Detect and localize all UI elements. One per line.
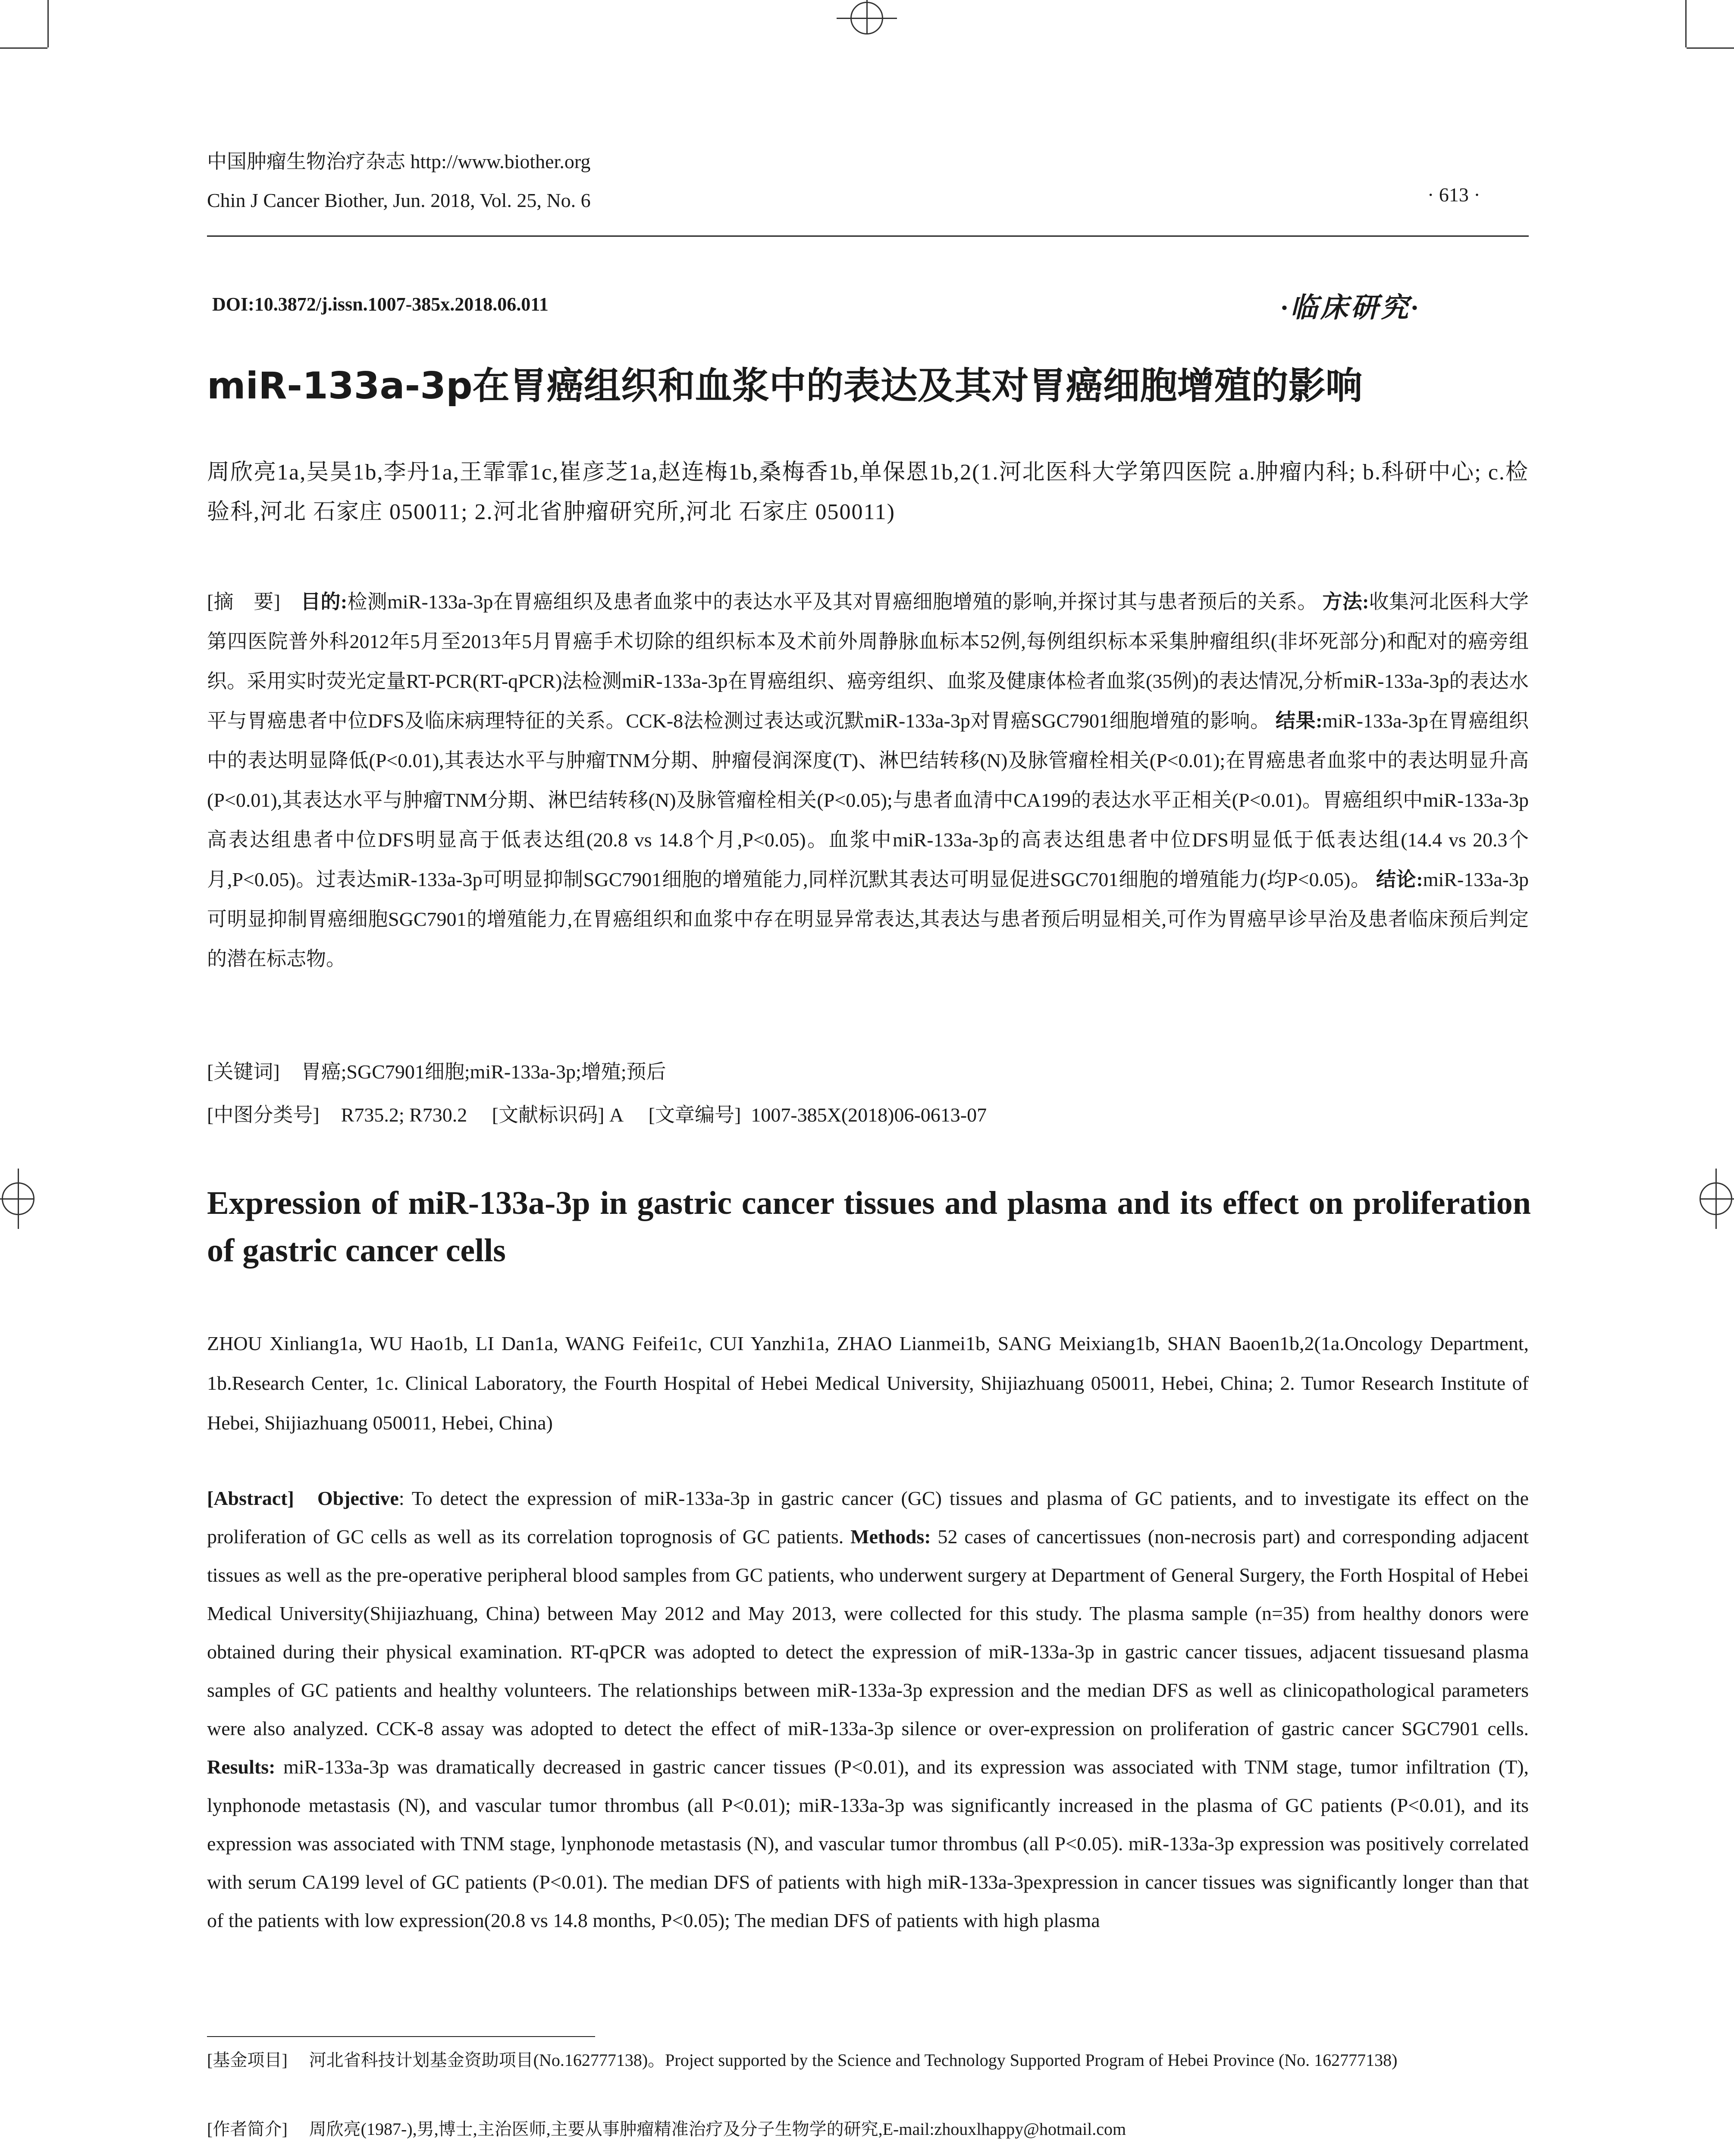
fund-text: 河北省科技计划基金资助项目(No.162777138)。Project supported by the Science and Technology Supported Program of Hebei Province (No. 162777138)	[309, 2050, 1398, 2070]
title-en: Expression of miR-133a-3p in gastric cancer tissues and plasma and its effect on proliferation of gastric cancer cells	[207, 1185, 1531, 1269]
article-no-label: [文章编号]	[648, 1104, 741, 1126]
keywords-row	[207, 1052, 1529, 1092]
page-number: · 613 ·	[1427, 184, 1480, 206]
authors-en: ZHOU Xinliang1a, WU Hao1b, LI Dan1a, WANG Feifei1c, CUI Yanzhi1a, ZHAO Lianmei1b, SANG Meixiang1b, SHAN Baoen1b,2(1a.Oncology Department, 1b.Research Center, 1c. Clinical Laboratory, the Fourth Hospital of Hebei Medical University, Shijiazhuang 050011, Hebei, China; 2. Tumor Research Institute of Hebei, Shijiazhuang 050011, Hebei, China)	[207, 1332, 1529, 1434]
author-bio-label: [作者简介]	[207, 2119, 288, 2139]
fund-label: [基金项目]	[207, 2050, 288, 2070]
clc-value: R735.2; R730.2	[341, 1104, 467, 1126]
methods-label-en: Methods:	[850, 1526, 931, 1548]
title-cn: miR-133a-3p在胃癌组织和血浆中的表达及其对胃癌细胞增殖的影响	[207, 364, 1363, 407]
crop-mark	[1685, 0, 1687, 47]
keywords-text: 胃癌;SGC7901细胞;miR-133a-3p;增殖;预后	[301, 1061, 666, 1083]
objective-en: : To detect the expression of miR-133a-3p in gastric cancer (GC) tissues and plasma of GC patients, and to investigate its effect on the proliferation of GC cells as well as its correlation toprognosis of GC patients.	[207, 1487, 1529, 1548]
objective-cn: 检测miR-133a-3p在胃癌组织及患者血浆中的表达水平及其对胃癌细胞增殖的影响,并探讨其与患者预后的关系。	[347, 591, 1317, 613]
results-label-en: Results:	[207, 1756, 276, 1778]
footnote-fund	[207, 2044, 1529, 2077]
doi: DOI:10.3872/j.issn.1007-385x.2018.06.011	[212, 294, 549, 315]
conclusion-label-cn: 结论:	[1376, 868, 1423, 890]
crop-mark	[1687, 47, 1734, 49]
doc-code-label: [文献标识码]	[492, 1104, 605, 1126]
results-cn: miR-133a-3p在胃癌组织中的表达明显降低(P<0.01),其表达水平与肿瘤TNM分期、肿瘤侵润深度(T)、淋巴结转移(N)及脉管瘤栓相关(P<0.01);在胃癌患者血浆中的表达明显升高(P<0.01),其表达水平与肿瘤TNM分期、淋巴结转移(N)及脉管瘤栓相关(P<0.05);与患者血清中CA199的表达水平正相关(P<0.01)。胃癌组织中miR-133a-3p高表达组患者中位DFS明显高于低表达组(20.8 vs 14.8个月,P<0.05)。血浆中miR-133a-3p的高表达组患者中位DFS明显低于低表达组(14.4 vs 20.3个月,P<0.05)。过表达miR-133a-3p可明显抑制SGC7901细胞的增殖能力,同样沉默其表达可明显促进SGC701细胞的增殖能力(均P<0.05)。	[207, 710, 1529, 890]
abstract-en-label: [Abstract]	[207, 1487, 294, 1509]
crop-mark	[0, 47, 47, 49]
results-label-cn: 结果:	[1275, 710, 1323, 732]
doc-code-value: A	[609, 1104, 624, 1126]
conclusion-cn: miR-133a-3p可明显抑制胃癌细胞SGC7901的增殖能力,在胃癌组织和血浆中存在明显异常表达,其表达与患者预后明显相关,可作为胃癌早诊早治及患者临床预后判定的潜在标志物。	[207, 868, 1529, 970]
abstract-cn-label: [摘 要]	[207, 591, 280, 613]
results-en: miR-133a-3p was dramatically decreased in gastric cancer tissues (P<0.01), and its expression was associated with TNM stage, tumor infiltration (T), lynphonode metastasis (N), and vascular tumor thrombus (all P<0.01); miR-133a-3p was significantly increased in the plasma of GC patients (P<0.01), and its expression was associated with TNM stage, lynphonode metastasis (N), and vascular tumor thrombus (all P<0.05). miR-133a-3p expression was positively correlated with serum CA199 level of GC patients (P<0.01). The median DFS of patients with high miR-133a-3pexpression in cancer tissues was significantly longer than that of the patients with low expression(20.8 vs 14.8 months, P<0.05); The median DFS of patients with high plasma	[207, 1756, 1529, 1931]
methods-en: 52 cases of cancertissues (non-necrosis part) and corresponding adjacent tissues as well as the pre-operative peripheral blood samples from GC patients, who underwent surgery at Department of General Surgery, the Forth Hospital of Hebei Medical University(Shijiazhuang, China) between May 2012 and May 2013, were collected for this study. The plasma sample (n=35) from healthy donors were obtained during their physical examination. RT-qPCR was adopted to detect the expression of miR-133a-3p in gastric cancer tissues, adjacent tissuesand plasma samples of GC patients and healthy volunteers. The relationships between miR-133a-3p expression and the median DFS as well as clinicopathological parameters were also analyzed. CCK-8 assay was adopted to detect the effect of miR-133a-3p silence or over-expression on proliferation of gastric cancer SGC7901 cells.	[207, 1526, 1529, 1739]
clc-label: [中图分类号]	[207, 1104, 320, 1126]
journal-name-cn: 中国肿瘤生物治疗杂志 http://www.biother.org	[207, 150, 591, 172]
methods-label-cn: 方法:	[1322, 591, 1369, 613]
author-bio-text: 周欣亮(1987-),男,博士,主治医师,主要从事肿瘤精准治疗及分子生物学的研究,E-mail:zhouxlhappy@hotmail.com	[309, 2119, 1126, 2139]
keywords-label: [关键词]	[207, 1061, 280, 1083]
footnote-correspondence	[207, 2150, 1529, 2156]
crop-mark	[47, 0, 49, 47]
abstract-cn	[207, 582, 1529, 979]
article-no-value: 1007-385X(2018)06-0613-07	[751, 1104, 987, 1126]
objective-label-en: Objective	[317, 1487, 399, 1509]
journal-citation-en: Chin J Cancer Biother, Jun. 2018, Vol. 25, No. 6	[207, 189, 591, 211]
column-label: ·临床研究·	[1281, 292, 1420, 323]
methods-cn: 收集河北医科大学第四医院普外科2012年5月至2013年5月胃癌手术切除的组织标本及术前外周静脉血标本52例,每例组织标本采集肿瘤组织(非坏死部分)和配对的癌旁组织。采用实时荧光定量RT-PCR(RT-qPCR)法检测miR-133a-3p在胃癌组织、癌旁组织、血浆及健康体检者血浆(35例)的表达情况,分析miR-133a-3p的表达水平与胃癌患者中位DFS及临床病理特征的关系。CCK-8法检测过表达或沉默miR-133a-3p对胃癌SGC7901细胞增殖的影响。	[207, 591, 1529, 732]
authors-cn: 周欣亮1a,吴昊1b,李丹1a,王霏霏1c,崔彦芝1a,赵连梅1b,桑梅香1b,单保恩1b,2(1.河北医科大学第四医院 a.肿瘤内科; b.科研中心; c.检验科,河北 石家庄 050011; 2.河北省肿瘤研究所,河北 石家庄 050011)	[207, 460, 1529, 524]
objective-label-cn: 目的:	[301, 591, 348, 613]
footnote-author	[207, 2113, 1529, 2146]
classification-row	[207, 1095, 1529, 1135]
abstract-en	[207, 1479, 1529, 1940]
header-rule	[207, 235, 1529, 237]
footnote-rule	[207, 2036, 595, 2037]
